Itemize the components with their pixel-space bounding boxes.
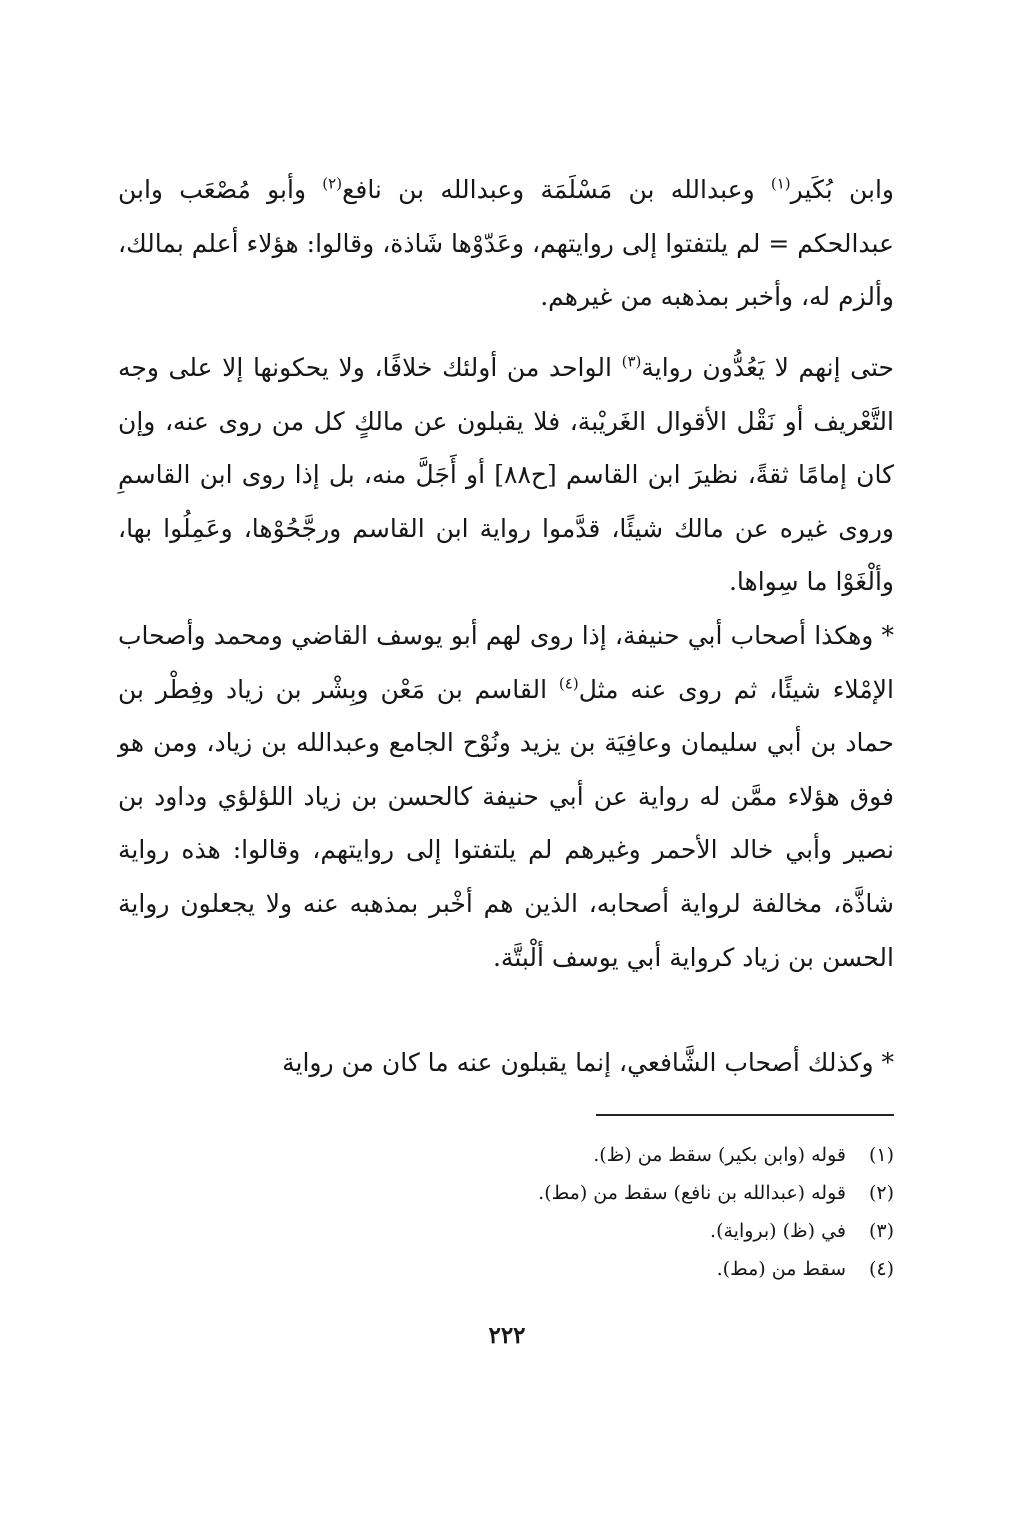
footnote-number: (٢) (868, 1182, 894, 1204)
paragraph-2 (118, 341, 894, 609)
footnote-item (300, 1174, 894, 1212)
footnotes-list (300, 1136, 894, 1288)
paragraph-1 (118, 163, 894, 324)
page-number: ٢٢٢ (488, 1322, 526, 1349)
footnote-item (300, 1136, 894, 1174)
paragraph-1-text-start: وابن بُكَير (790, 175, 894, 204)
footnote-text: في (ظ) (برواية). (710, 1220, 846, 1242)
paragraph-4 (118, 1036, 894, 1090)
paragraph-4-text: * وكذلك أصحاب الشَّافعي، إنما يقبلون عنه ما كان من رواية (282, 1048, 894, 1077)
footnote-number: (٤) (868, 1258, 894, 1280)
footnote-marker-4[interactable]: (٤) (558, 674, 579, 693)
footnote-item (300, 1212, 894, 1250)
paragraph-1-text-middle: وعبدالله بن مَسْلَمَة وعبدالله بن نافع (342, 175, 771, 204)
footnote-text: سقط من (مط). (716, 1258, 846, 1280)
footnote-text: قوله (عبدالله بن نافع) سقط من (مط). (538, 1182, 846, 1204)
footnote-separator (596, 1114, 894, 1116)
paragraph-3 (118, 609, 894, 984)
footnote-text: قوله (وابن بكير) سقط من (ظ). (593, 1144, 846, 1166)
paragraph-3-text-end: القاسم بن مَعْن وبِشْر بن زياد وفِطْر بن حماد بن أبي سليمان وعافِيَة بن يزيد ونُوْح الجامع وعبدالله بن زياد، ومن هو فوق هؤلاء ممَّن له رواية عن أبي حنيفة كالحسن بن زياد اللؤلؤي وداود بن نصير وأبي خالد الأحمر وغيرهم لم يلتفتوا إلى روايتهم، وقالوا: هذه رواية شاذَّة، مخالفة لرواية أصحابه، الذين هم أخْبر بمذهبه عنه ولا يجعلون رواية الحسن بن زياد كرواية أبي يوسف ألْبتَّة. (118, 674, 894, 972)
footnote-item (300, 1250, 894, 1288)
paragraph-2-text-end: الواحد من أولئك خلافًا، ولا يحكونها إلا على وجه التَّعْريف أو نَقْل الأقوال الغَريْبة، فلا يقبلون عن مالكٍ كل من روى عنه، وإن كان إمامًا ثقةً، نظيرَ ابن القاسم [ح٨٨] أو أَجَلَّ منه، بل إذا روى ابن القاسمِ وروى غيره عن مالك شيئًا، قدَّموا رواية ابن القاسم ورجَّحُوْها، وعَمِلُوا بها، وألْغَوْا ما سِواها. (118, 353, 895, 597)
footnote-number: (٣) (868, 1220, 894, 1242)
paragraph-3-text-start: * وهكذا أصحاب أبي حنيفة، إذا روى لهم أبو يوسف القاضي ومحمد وأصحاب الإمْلاء شيئًا، ثم روى عنه مثل (118, 621, 894, 704)
footnote-marker-1[interactable]: (١) (770, 174, 791, 193)
paragraph-1-text-end: وأبو مُصْعَب وابن عبدالحكم = لم يلتفتوا إلى روايتهم، وعَدّوْها شَاذة، وقالوا: هؤلاء أعلم بمالك، وألزم له، وأخبر بمذهبه من غيرهم. (118, 175, 894, 312)
footnote-marker-2[interactable]: (٢) (322, 174, 343, 193)
footnote-marker-3[interactable]: (٣) (621, 352, 642, 371)
paragraph-2-text-start: حتى إنهم لا يَعُدُّون رواية (641, 353, 894, 382)
footnote-number: (١) (868, 1144, 894, 1166)
